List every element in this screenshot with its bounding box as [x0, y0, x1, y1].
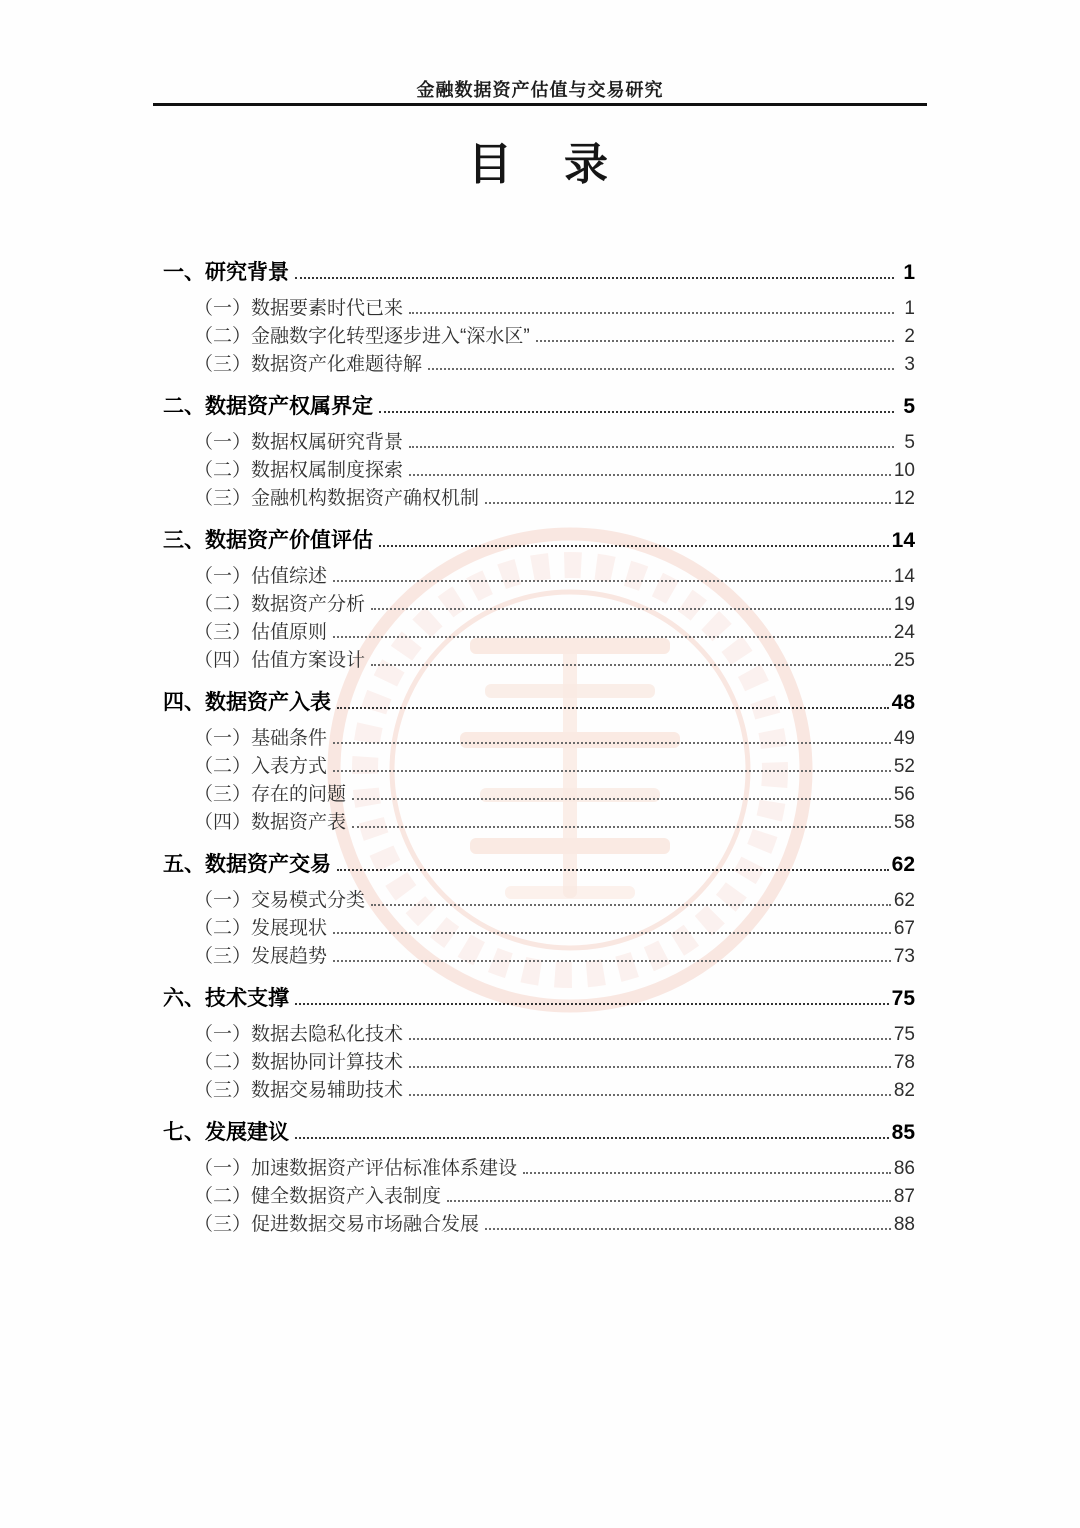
dot-leader: [337, 707, 889, 709]
toc-item-row: [163, 941, 915, 969]
dot-leader: [409, 312, 894, 314]
toc-item-row: [163, 1209, 915, 1237]
toc-row-label: （二）金融数字化转型逐步进入“深水区”: [194, 326, 530, 347]
toc-row-label: （四）估值方案设计: [194, 650, 366, 671]
page-number: 86: [893, 1158, 915, 1179]
toc-item-row: [163, 645, 915, 673]
dot-leader: [352, 798, 891, 800]
dot-leader: [371, 608, 891, 610]
toc-row-label: （一）交易模式分类: [194, 890, 366, 911]
dot-leader: [428, 368, 894, 370]
dot-leader: [352, 826, 891, 828]
page-number: 88: [893, 1214, 915, 1235]
toc-item-row: [163, 1019, 915, 1047]
toc-item-row: [163, 617, 915, 645]
dot-leader: [447, 1200, 891, 1202]
toc-title: 目 录: [468, 140, 612, 189]
toc-item-row: [163, 427, 915, 455]
page-number: 82: [893, 1080, 915, 1101]
page-number: 62: [891, 853, 915, 876]
toc-row-label: （三）存在的问题: [194, 784, 347, 805]
page-number: 1: [904, 298, 915, 319]
toc-row-label: （一）数据去隐私化技术: [194, 1024, 404, 1045]
toc-row-label: （三）发展趋势: [194, 946, 328, 967]
dot-leader: [333, 932, 891, 934]
dot-leader: [333, 742, 891, 744]
page-number: 49: [893, 728, 915, 749]
dot-leader: [333, 636, 891, 638]
page-number: 73: [893, 946, 915, 967]
dot-leader: [295, 277, 894, 279]
toc-row-label: （一）数据权属研究背景: [194, 432, 404, 453]
page-number: 12: [893, 488, 915, 509]
toc-item-row: [163, 1047, 915, 1075]
toc-row-label: （三）数据资产化难题待解: [194, 354, 423, 375]
toc-section-row: [163, 982, 915, 1012]
toc-item-row: [163, 561, 915, 589]
toc-row-label: （一）估值综述: [194, 566, 328, 587]
page-number: 14: [893, 566, 915, 587]
page-number: 78: [893, 1052, 915, 1073]
dot-leader: [295, 1003, 889, 1005]
dot-leader: [379, 411, 894, 413]
toc-row-label: （三）促进数据交易市场融合发展: [194, 1214, 480, 1235]
toc-item-row: [163, 913, 915, 941]
dot-leader: [295, 1137, 889, 1139]
toc-item-row: [163, 1153, 915, 1181]
toc-row-label: （四）数据资产表: [194, 812, 347, 833]
toc-section-row: [163, 1116, 915, 1146]
page-number: 3: [904, 354, 915, 375]
dot-leader: [333, 960, 891, 962]
toc-row-label: 四、数据资产入表: [163, 691, 331, 714]
toc-row-label: （一）数据要素时代已来: [194, 298, 404, 319]
page-number: 58: [893, 812, 915, 833]
toc-row-label: 七、发展建议: [163, 1121, 289, 1144]
toc-row-label: （二）数据权属制度探索: [194, 460, 404, 481]
page-number: 87: [893, 1186, 915, 1207]
toc-item-row: [163, 349, 915, 377]
page-number: 67: [893, 918, 915, 939]
toc-row-label: （三）金融机构数据资产确权机制: [194, 488, 480, 509]
dot-leader: [409, 446, 894, 448]
page-number: 10: [893, 460, 915, 481]
toc-item-row: [163, 751, 915, 779]
toc-row-label: 六、技术支撑: [163, 987, 289, 1010]
page-number: 5: [903, 395, 915, 418]
page-number: 19: [893, 594, 915, 615]
header-divider: [153, 103, 927, 106]
toc-item-row: [163, 807, 915, 835]
page-number: 56: [893, 784, 915, 805]
toc-list: [163, 243, 915, 1237]
toc-section-row: [163, 686, 915, 716]
toc-item-row: [163, 455, 915, 483]
dot-leader: [371, 904, 891, 906]
dot-leader: [333, 580, 891, 582]
toc-row-label: 五、数据资产交易: [163, 853, 331, 876]
page-number: 14: [891, 529, 915, 552]
toc-section-row: [163, 390, 915, 420]
page-number: 52: [893, 756, 915, 777]
page-number: 1: [903, 261, 915, 284]
toc-section-row: [163, 848, 915, 878]
toc-row-label: 三、数据资产价值评估: [163, 529, 373, 552]
dot-leader: [409, 474, 891, 476]
toc-section-row: [163, 524, 915, 554]
dot-leader: [485, 502, 891, 504]
dot-leader: [409, 1066, 891, 1068]
toc-item-row: [163, 885, 915, 913]
dot-leader: [409, 1038, 891, 1040]
page-number: 75: [891, 987, 915, 1010]
page-number: 75: [893, 1024, 915, 1045]
dot-leader: [536, 340, 894, 342]
page-number: 48: [891, 691, 915, 714]
toc-row-label: （二）入表方式: [194, 756, 328, 777]
page-number: 62: [893, 890, 915, 911]
toc-item-row: [163, 779, 915, 807]
dot-leader: [371, 664, 891, 666]
toc-row-label: （一）加速数据资产评估标准体系建设: [194, 1158, 518, 1179]
toc-row-label: （三）估值原则: [194, 622, 328, 643]
page-number: 25: [893, 650, 915, 671]
toc-item-row: [163, 589, 915, 617]
toc-item-row: [163, 293, 915, 321]
toc-item-row: [163, 1181, 915, 1209]
toc-row-label: （二）发展现状: [194, 918, 328, 939]
toc-row-label: 一、研究背景: [163, 261, 289, 284]
page-number: 5: [904, 432, 915, 453]
toc-row-label: （二）健全数据资产入表制度: [194, 1186, 442, 1207]
toc-item-row: [163, 723, 915, 751]
dot-leader: [523, 1172, 891, 1174]
toc-row-label: （二）数据协同计算技术: [194, 1052, 404, 1073]
toc-item-row: [163, 483, 915, 511]
page-number: 24: [893, 622, 915, 643]
toc-item-row: [163, 321, 915, 349]
page-number: 85: [891, 1121, 915, 1144]
dot-leader: [379, 545, 889, 547]
dot-leader: [485, 1228, 891, 1230]
toc-row-label: （二）数据资产分析: [194, 594, 366, 615]
toc-row-label: （三）数据交易辅助技术: [194, 1080, 404, 1101]
dot-leader: [337, 869, 889, 871]
toc-row-label: 二、数据资产权属界定: [163, 395, 373, 418]
dot-leader: [409, 1094, 891, 1096]
page-header-title: 金融数据资产估值与交易研究: [416, 80, 664, 100]
dot-leader: [333, 770, 891, 772]
toc-row-label: （一）基础条件: [194, 728, 328, 749]
toc-section-row: [163, 256, 915, 286]
page-number: 2: [904, 326, 915, 347]
toc-item-row: [163, 1075, 915, 1103]
